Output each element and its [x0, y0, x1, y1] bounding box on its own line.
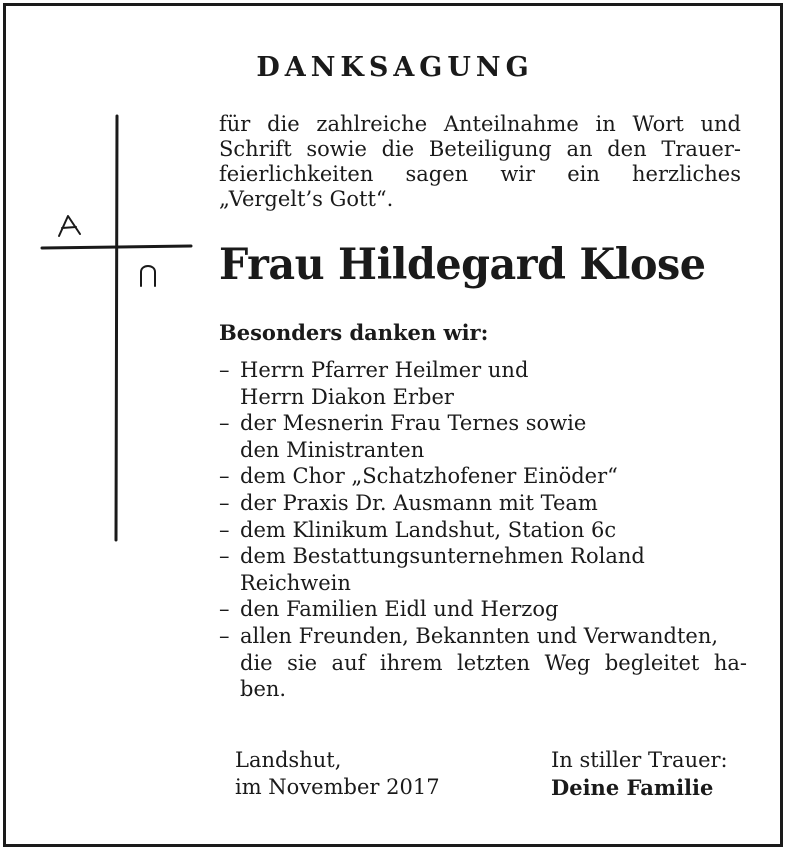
- dash-bullet: –: [219, 490, 230, 515]
- date-text: im November 2017: [235, 775, 440, 799]
- list-item: [219, 596, 747, 623]
- list-item-line: ben.: [240, 677, 287, 702]
- list-item-line: die sie auf ihrem letzten Weg begleitet ha-: [240, 650, 747, 675]
- omega-symbol-icon: [141, 266, 155, 286]
- intro-paragraph: [219, 112, 741, 212]
- list-item: [219, 543, 747, 596]
- list-item: [219, 463, 747, 490]
- intro-line: für die zahlreiche Anteilnahme in Wort und: [219, 112, 741, 136]
- list-item: [219, 357, 747, 410]
- list-item-line: Herrn Diakon Erber: [240, 384, 454, 409]
- list-item-line: dem Chor „Schatzhofener Einöder“: [240, 464, 618, 489]
- family-signature: Deine Familie: [551, 775, 714, 800]
- cross-horizontal-beam: [42, 246, 191, 248]
- list-item-line: Herrn Pfarrer Heilmer und: [240, 358, 529, 382]
- intro-line: Schrift sowie die Beteiligung an den Trauer-: [219, 137, 741, 161]
- list-item-line: dem Klinikum Landshut, Station 6c: [240, 517, 617, 542]
- list-item-line: der Praxis Dr. Ausmann mit Team: [240, 490, 598, 515]
- list-item-line: allen Freunden, Bekannten und Verwandten,: [240, 623, 719, 648]
- place-date: [235, 747, 440, 801]
- list-item-line: der Mesnerin Frau Ternes sowie: [240, 411, 587, 436]
- dash-bullet: –: [219, 464, 230, 489]
- deceased-name: Frau Hildegard Klose: [219, 240, 706, 290]
- dash-bullet: –: [219, 517, 230, 542]
- list-item: [219, 517, 747, 544]
- thanks-list: [219, 357, 747, 703]
- list-item-line: dem Bestattungsunternehmen Roland: [240, 544, 645, 569]
- thanks-heading: Besonders danken wir:: [219, 320, 489, 345]
- alpha-symbol-icon: [59, 216, 80, 236]
- place-text: Landshut,: [235, 748, 342, 772]
- mourning-text: In stiller Trauer:: [551, 748, 728, 772]
- dash-bullet: –: [219, 623, 230, 648]
- dash-bullet: –: [219, 358, 230, 382]
- list-item: [219, 490, 747, 517]
- notice-heading: DANKSAGUNG: [256, 52, 534, 83]
- dash-bullet: –: [219, 597, 230, 622]
- list-item-line: den Familien Eidl und Herzog: [240, 597, 559, 622]
- intro-line: feierlichkeiten sagen wir ein herzliches: [219, 162, 741, 186]
- intro-line: „Vergelt’s Gott“.: [219, 187, 394, 211]
- list-item: [219, 410, 747, 463]
- list-item-line: den Ministranten: [240, 437, 425, 462]
- signature-block: [551, 747, 728, 801]
- list-item: [219, 623, 747, 703]
- dash-bullet: –: [219, 544, 230, 569]
- cross-vertical-beam: [116, 116, 117, 540]
- list-item-line: Reichwein: [240, 570, 351, 595]
- dash-bullet: –: [219, 411, 230, 436]
